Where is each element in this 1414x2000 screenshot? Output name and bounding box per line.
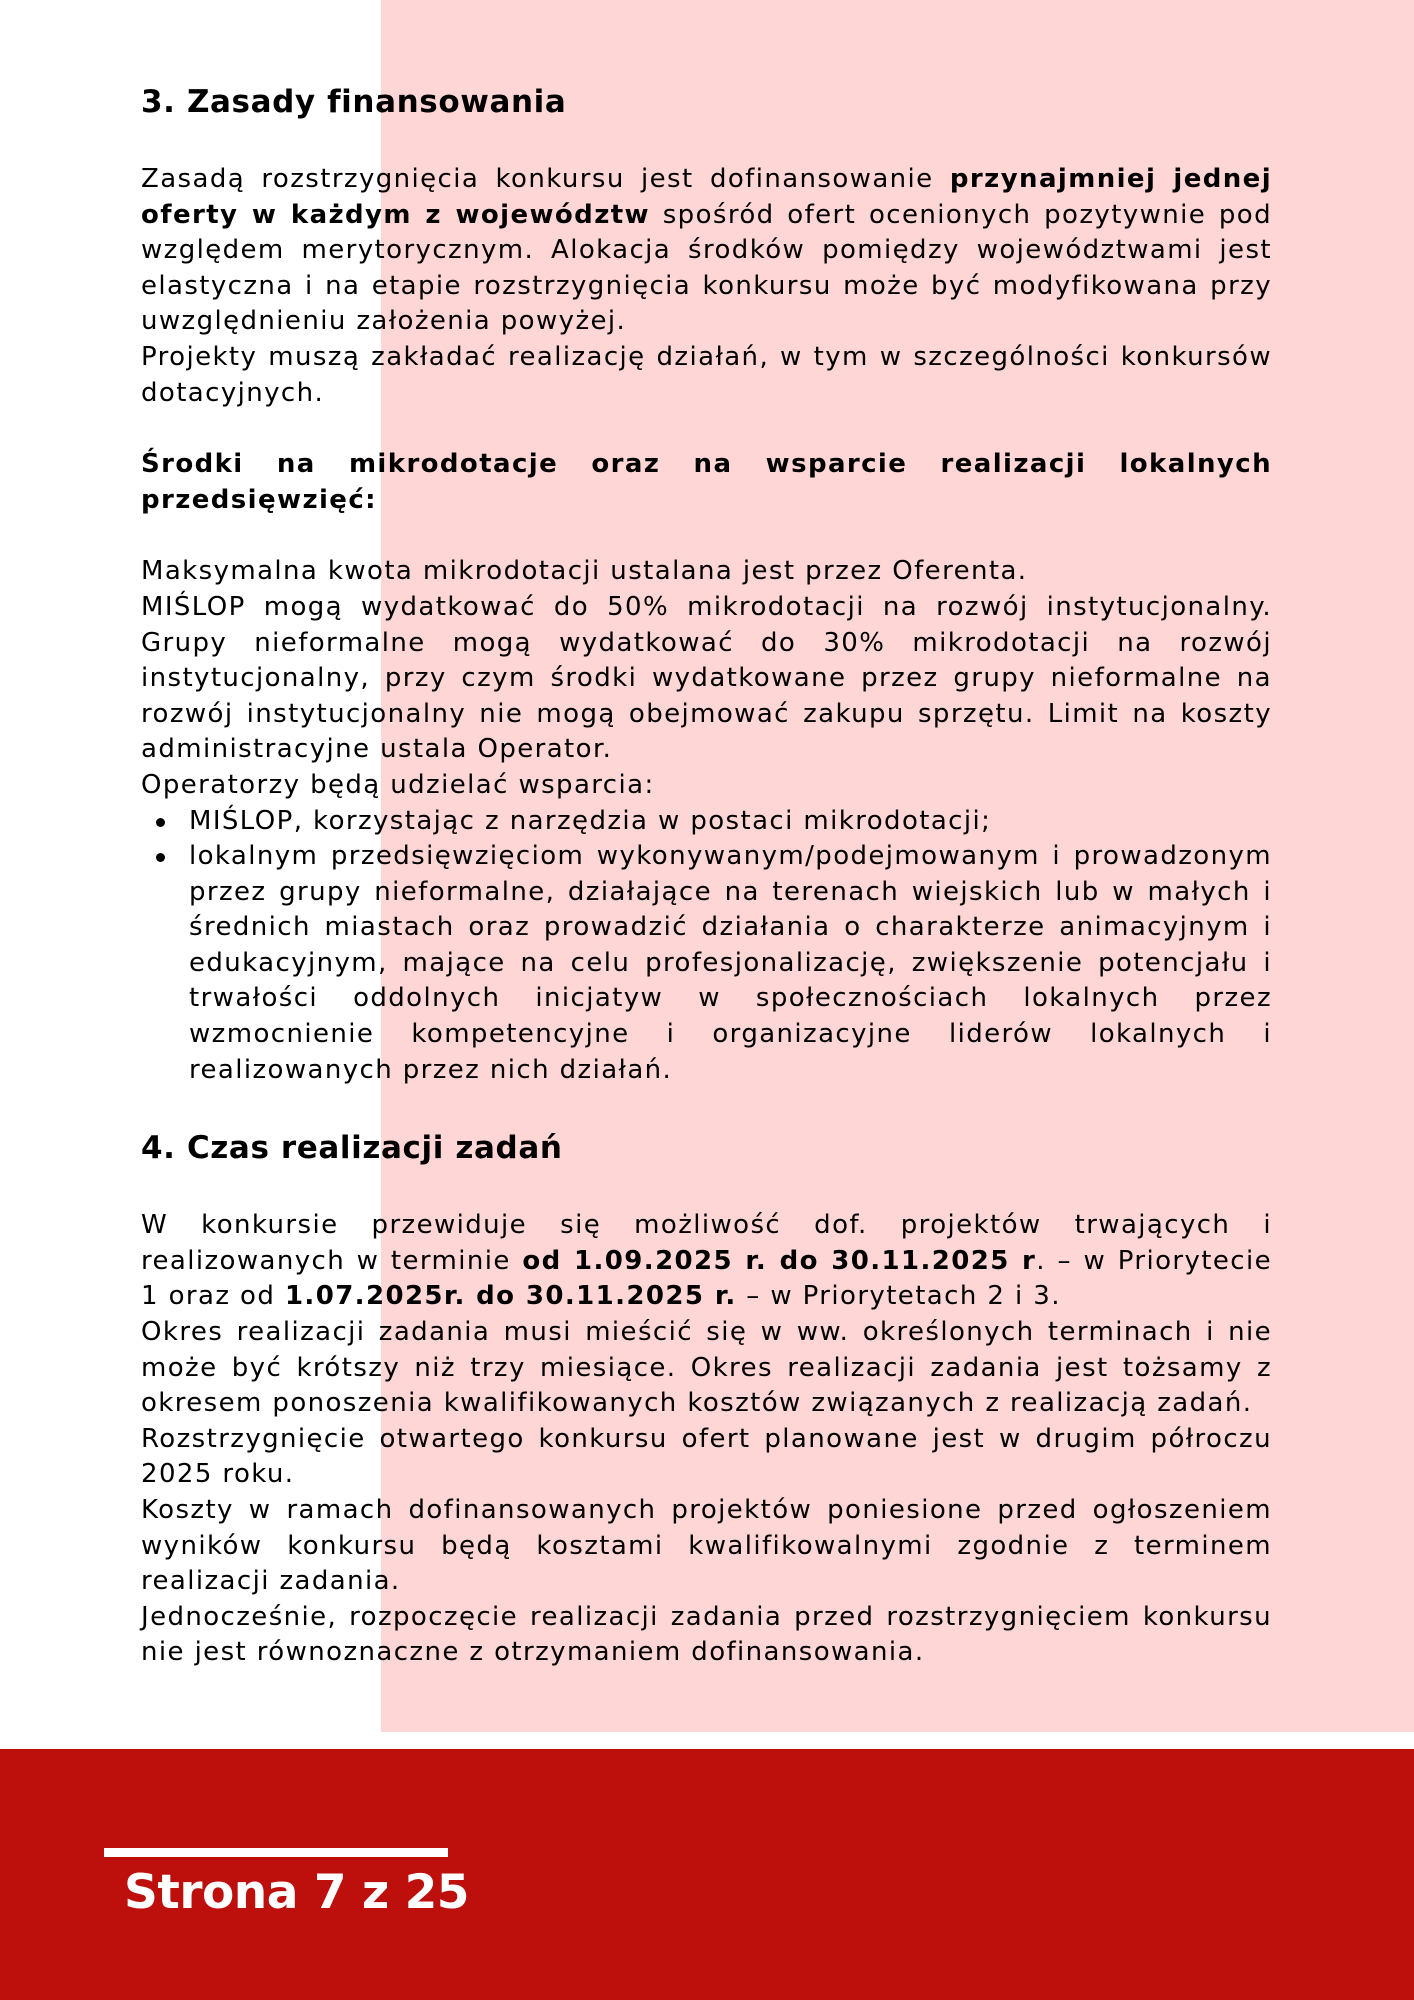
section-3-paragraph-4: MIŚLOP mogą wydatkować do 50% mikrodotacji na rozwój instytucjonalny. Grupy nieformalne mogą wydatkować do 30% mikrodotacji na rozwój instytucjonalny, przy czym środki wydatkowane przez grupy nieformalne na rozwój instytucjonalny nie mogą obejmować zakupu sprzętu. Limit na koszty administracyjne ustala Operator. [141,591,1272,765]
section-3-subheading [141,447,1272,518]
section-3-paragraph-1 [141,162,1272,340]
section-4-p1-text-c: . – w Priorytecie 1 oraz od [141,1245,1273,1312]
list-item-text: lokalnym przedsięwzięciom wykonywanym/podejmowanym i prowadzonym przez grupy nieformalne, działające na terenach wiejskich lub w małych i średnich miastach oraz prowadzić działania o charakterze animacyjnym i edukacyjnym, mające na celu profesjonalizację, zwiększenie potencjału i trwałości oddolnych inicjatyw w społecznościach lokalnych przez wzmocnienie kompetencyjne i organizacyjne liderów lokalnych i realizowanych przez nich działań. [189,841,1272,1085]
section-4-p1-bold-dates-1: od 1.09.2025 r. do 30.11.2025 r [522,1245,1037,1276]
section-3-p1-text-c: spośród ofert ocenionych pozytywnie pod względem merytorycznym. Alokacja środków pomiędzy województwami jest elastyczna i na etapie rozstrzygnięcia konkursu może być modyfikowana przy uwzględnieniu założenia powyżej. [141,199,1272,337]
page-content [141,78,1272,1671]
section-4-p1-text-a: W konkursie przewiduje się możliwość dof. projektów trwających i realizowanych w terminie [141,1210,1272,1276]
section-3-heading: 3. Zasady finansowania [141,84,567,120]
list-item [189,804,1272,840]
section-4-paragraph-1 [141,1208,1272,1315]
section-3-subheading-text: Środki na mikrodotacje oraz na wsparcie realizacji lokalnych przedsięwzięć: [141,449,1272,515]
section-4-paragraph-5: Jednocześnie, rozpoczęcie realizacji zadania przed rozstrzygnięciem konkursu nie jest równoznaczne z otrzymaniem dofinansowania. [141,1601,1272,1668]
bullet-icon [156,818,165,827]
section-4-heading: 4. Czas realizacji zadań [141,1130,563,1167]
section-4-p1-text-e: – w Priorytetach 2 i 3. [736,1281,1061,1312]
section-4-paragraph-3: Rozstrzygnięcie otwartego konkursu ofert planowane jest w drugim półroczu 2025 roku. [141,1423,1272,1490]
bullet-icon [156,853,165,862]
footer-divider-line [104,1848,448,1857]
section-3-paragraph-2: Projekty muszą zakładać realizację działań, w tym w szczególności konkursów dotacyjnych. [141,341,1272,408]
support-bullet-list [141,804,1272,1089]
list-item-text: MIŚLOP, korzystając z narzędzia w postaci mikrodotacji; [189,805,992,836]
section-4-paragraph-2: Okres realizacji zadania musi mieścić się w ww. określonych terminach i nie może być krótszy niż trzy miesiące. Okres realizacji zadania jest tożsamy z okresem ponoszenia kwalifikowanych kosztów związanych z realizacją zadań. [141,1317,1272,1419]
section-3-paragraph-5: Operatorzy będą udzielać wsparcia: [141,769,655,800]
section-4-paragraph-4: Koszty w ramach dofinansowanych projektów poniesione przed ogłoszeniem wyników konkursu będą kosztami kwalifikowalnymi zgodnie z terminem realizacji zadania. [141,1495,1272,1597]
section-3-p1-bold: przynajmniej jednej oferty w każdym z województw [141,164,1273,230]
list-item [189,839,1272,1088]
section-3-paragraph-3: Maksymalna kwota mikrodotacji ustalana jest przez Oferenta. [141,556,1028,587]
section-3-p1-text-a: Zasadą rozstrzygnięcia konkursu jest dofinansowanie [141,164,950,194]
page-number-label: Strona 7 z 25 [124,1865,470,1920]
section-4-p1-bold-dates-2: 1.07.2025r. do 30.11.2025 r. [284,1281,737,1312]
